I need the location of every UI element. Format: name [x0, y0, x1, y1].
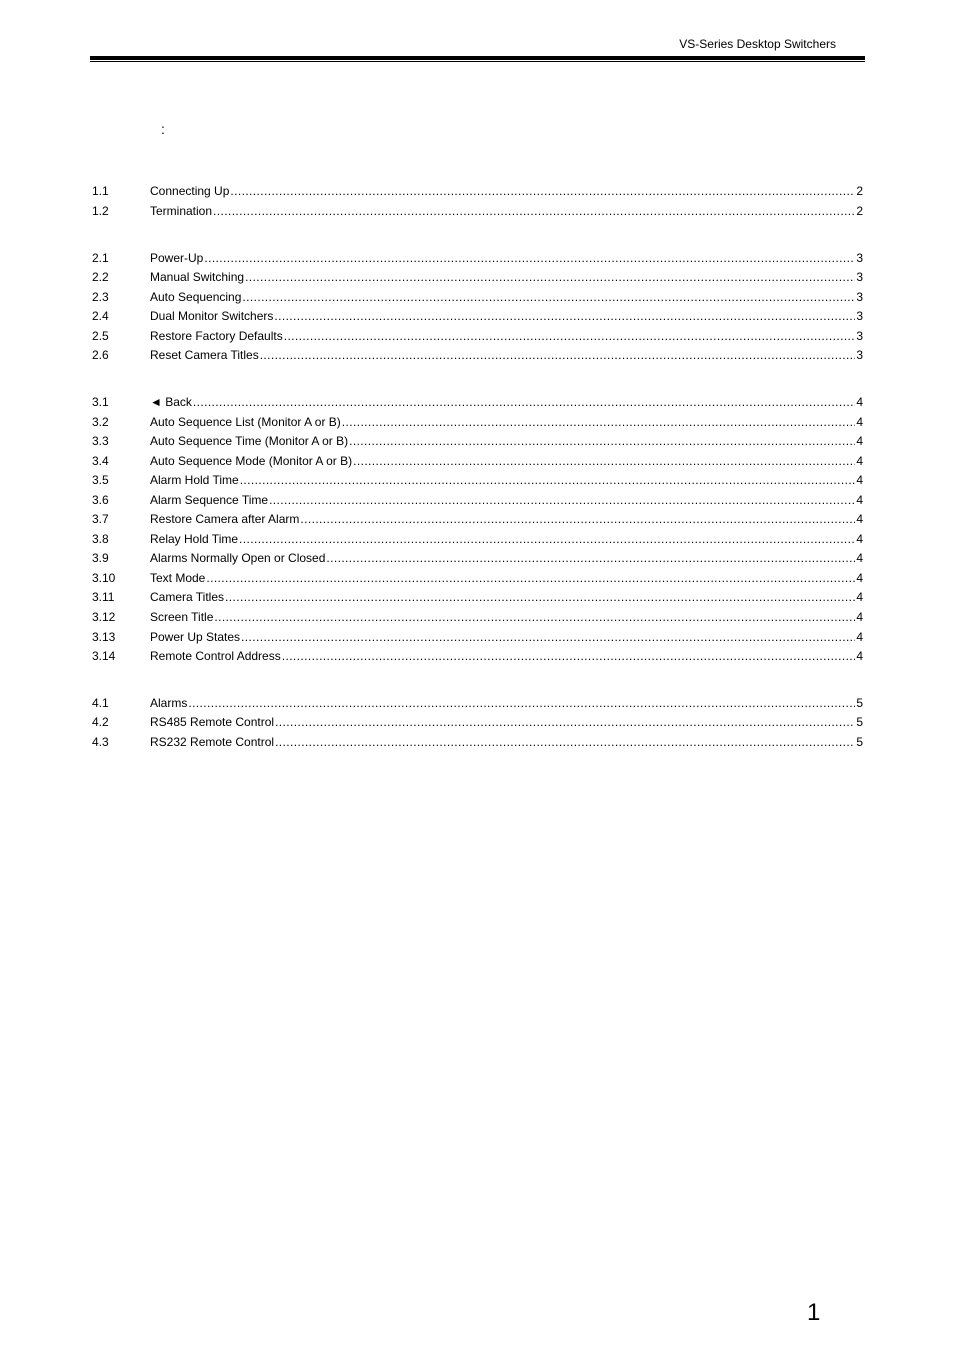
- toc-entry[interactable]: [92, 609, 863, 625]
- toc-entry-title: Auto Sequence Time (Monitor A or B): [150, 434, 349, 448]
- toc-entry-title: Screen Title: [150, 610, 214, 624]
- toc-entry[interactable]: [92, 589, 863, 605]
- toc-entry-page: 4: [856, 649, 863, 663]
- header-title: VS-Series Desktop Switchers: [679, 37, 836, 51]
- toc-entry[interactable]: [92, 433, 863, 449]
- toc-leader: [213, 203, 855, 219]
- toc-entry-number: 2.6: [92, 348, 109, 362]
- toc-entry-page: 3: [856, 309, 863, 323]
- toc-entry-page: 4: [856, 590, 863, 604]
- toc-entry[interactable]: [92, 714, 863, 730]
- toc-leader: [239, 531, 855, 547]
- toc-entry[interactable]: [92, 511, 863, 527]
- toc-entry-page: 4: [856, 532, 863, 546]
- toc-entry-number: 2.2: [92, 270, 109, 284]
- toc-leader: [284, 328, 856, 344]
- toc-entry-number: 2.5: [92, 329, 109, 343]
- toc-leader: [193, 394, 855, 410]
- toc-entry-title: Alarm Hold Time: [150, 473, 239, 487]
- toc-entry[interactable]: [92, 308, 863, 324]
- toc-entry-number: 3.12: [92, 610, 116, 624]
- toc-entry-page: 4: [856, 571, 863, 585]
- toc-entry-number: 2.1: [92, 251, 109, 265]
- toc-entry-number: 1.2: [92, 204, 109, 218]
- toc-entry-title: Restore Factory Defaults: [150, 329, 283, 343]
- toc-entry-number: 3.4: [92, 454, 109, 468]
- toc-leader: [188, 695, 855, 711]
- toc-leader: [274, 308, 855, 324]
- toc-entry-number: 3.3: [92, 434, 109, 448]
- toc-leader: [342, 414, 856, 430]
- toc-entry-page: 3: [856, 290, 863, 304]
- toc-entry[interactable]: [92, 347, 863, 363]
- toc-entry-page: 4: [856, 551, 863, 565]
- toc-entry-page: 4: [856, 395, 863, 409]
- toc-entry[interactable]: [92, 734, 863, 750]
- toc-leader: [275, 734, 855, 750]
- toc-leader: [206, 570, 855, 586]
- toc-entry[interactable]: [92, 531, 863, 547]
- toc-entry-number: 3.14: [92, 649, 116, 663]
- toc-entry-title: Remote Control Address: [150, 649, 281, 663]
- toc-entry-number: 3.6: [92, 493, 109, 507]
- toc-entry-page: 4: [856, 434, 863, 448]
- header-rule: [90, 56, 865, 60]
- toc-entry-page: 4: [856, 454, 863, 468]
- toc-entry-number: 3.11: [92, 590, 115, 604]
- toc-entry-number: 3.5: [92, 473, 109, 487]
- toc-entry[interactable]: [92, 269, 863, 285]
- toc-leader: [260, 347, 856, 363]
- toc-entry-title: Auto Sequencing: [150, 290, 242, 304]
- toc-entry-title: Alarm Sequence Time: [150, 493, 269, 507]
- toc-entry-title: Alarms Normally Open or Closed: [150, 551, 326, 565]
- toc-entry-page: 3: [856, 270, 863, 284]
- toc-entry-number: 1.1: [92, 184, 109, 198]
- toc-entry-page: 3: [856, 348, 863, 362]
- toc-entry-number: 3.1: [92, 395, 109, 409]
- toc-entry-title: Auto Sequence Mode (Monitor A or B): [150, 454, 353, 468]
- toc-entry-number: 2.3: [92, 290, 109, 304]
- toc-entry-page: 5: [856, 696, 863, 710]
- toc-entry-page: 2: [856, 204, 863, 218]
- toc-entry-number: 4.3: [92, 735, 109, 749]
- toc-entry-page: 4: [856, 610, 863, 624]
- toc-leader: [245, 269, 855, 285]
- toc-entry[interactable]: [92, 648, 863, 664]
- toc-entry[interactable]: [92, 453, 863, 469]
- toc-entry-title: Termination: [150, 204, 213, 218]
- toc-leader: [300, 511, 855, 527]
- toc-entry-title: Power Up States: [150, 630, 241, 644]
- toc-entry-page: 4: [856, 493, 863, 507]
- toc-entry-number: 3.8: [92, 532, 109, 546]
- toc-entry[interactable]: [92, 570, 863, 586]
- toc-leader: [349, 433, 855, 449]
- toc-entry[interactable]: [92, 550, 863, 566]
- toc-leader: [241, 629, 855, 645]
- toc-entry[interactable]: [92, 695, 863, 711]
- toc-entry-page: 4: [856, 473, 863, 487]
- toc-entry-title: Relay Hold Time: [150, 532, 239, 546]
- toc-entry-number: 3.2: [92, 415, 109, 429]
- toc-leader: [282, 648, 856, 664]
- toc-entry-number: 4.1: [92, 696, 109, 710]
- toc-leader: [225, 589, 855, 605]
- toc-leader: [353, 453, 855, 469]
- toc-entry[interactable]: [92, 492, 863, 508]
- toc-entry[interactable]: [92, 629, 863, 645]
- toc-entry[interactable]: [92, 394, 863, 410]
- toc-entry-title: RS232 Remote Control: [150, 735, 275, 749]
- toc-leader: [204, 250, 855, 266]
- toc-entry-title: Dual Monitor Switchers: [150, 309, 274, 323]
- toc-entry[interactable]: [92, 289, 863, 305]
- toc-entry-title: Alarms: [150, 696, 188, 710]
- toc-entry-page: 5: [856, 715, 863, 729]
- toc-entry-page: 4: [856, 415, 863, 429]
- toc-leader: [275, 714, 855, 730]
- toc-entry-title: Power-Up: [150, 251, 204, 265]
- toc-leader: [269, 492, 855, 508]
- page-number: 1: [807, 1299, 821, 1326]
- toc-entry-title: Manual Switching: [150, 270, 245, 284]
- toc-entry[interactable]: [92, 328, 863, 344]
- toc-entry-page: 3: [856, 329, 863, 343]
- toc-entry[interactable]: [92, 472, 863, 488]
- toc-entry-number: 3.9: [92, 551, 109, 565]
- toc-entry-title: Restore Camera after Alarm: [150, 512, 300, 526]
- toc-leader: [214, 609, 855, 625]
- toc-entry-title: Camera Titles: [150, 590, 225, 604]
- toc-entry-title: Text Mode: [150, 571, 206, 585]
- toc-entry-title: Auto Sequence List (Monitor A or B): [150, 415, 341, 429]
- toc-entry-title: ◄ Back: [150, 395, 192, 409]
- toc-entry-title: Connecting Up: [150, 184, 230, 198]
- toc-entry[interactable]: [92, 183, 863, 199]
- toc-entry-page: 4: [856, 512, 863, 526]
- toc-entry-number: 4.2: [92, 715, 109, 729]
- toc-entry-number: 3.10: [92, 571, 116, 585]
- toc-entry-page: 4: [856, 630, 863, 644]
- header-rule-thin: [90, 61, 865, 62]
- toc-leader: [326, 550, 855, 566]
- toc-entry-number: 3.13: [92, 630, 116, 644]
- toc-leader: [240, 472, 856, 488]
- toc-entry-page: 3: [856, 251, 863, 265]
- toc-entry-title: Reset Camera Titles: [150, 348, 259, 362]
- toc-entry[interactable]: [92, 250, 863, 266]
- toc-entry-number: 3.7: [92, 512, 109, 526]
- toc-leader: [242, 289, 855, 305]
- toc-heading-mark: :: [161, 121, 165, 137]
- toc-entry-page: 5: [856, 735, 863, 749]
- toc-entry[interactable]: [92, 203, 863, 219]
- toc-entry-page: 2: [856, 184, 863, 198]
- toc-entry[interactable]: [92, 414, 863, 430]
- toc-entry-number: 2.4: [92, 309, 109, 323]
- toc-entry-title: RS485 Remote Control: [150, 715, 275, 729]
- toc-leader: [230, 183, 855, 199]
